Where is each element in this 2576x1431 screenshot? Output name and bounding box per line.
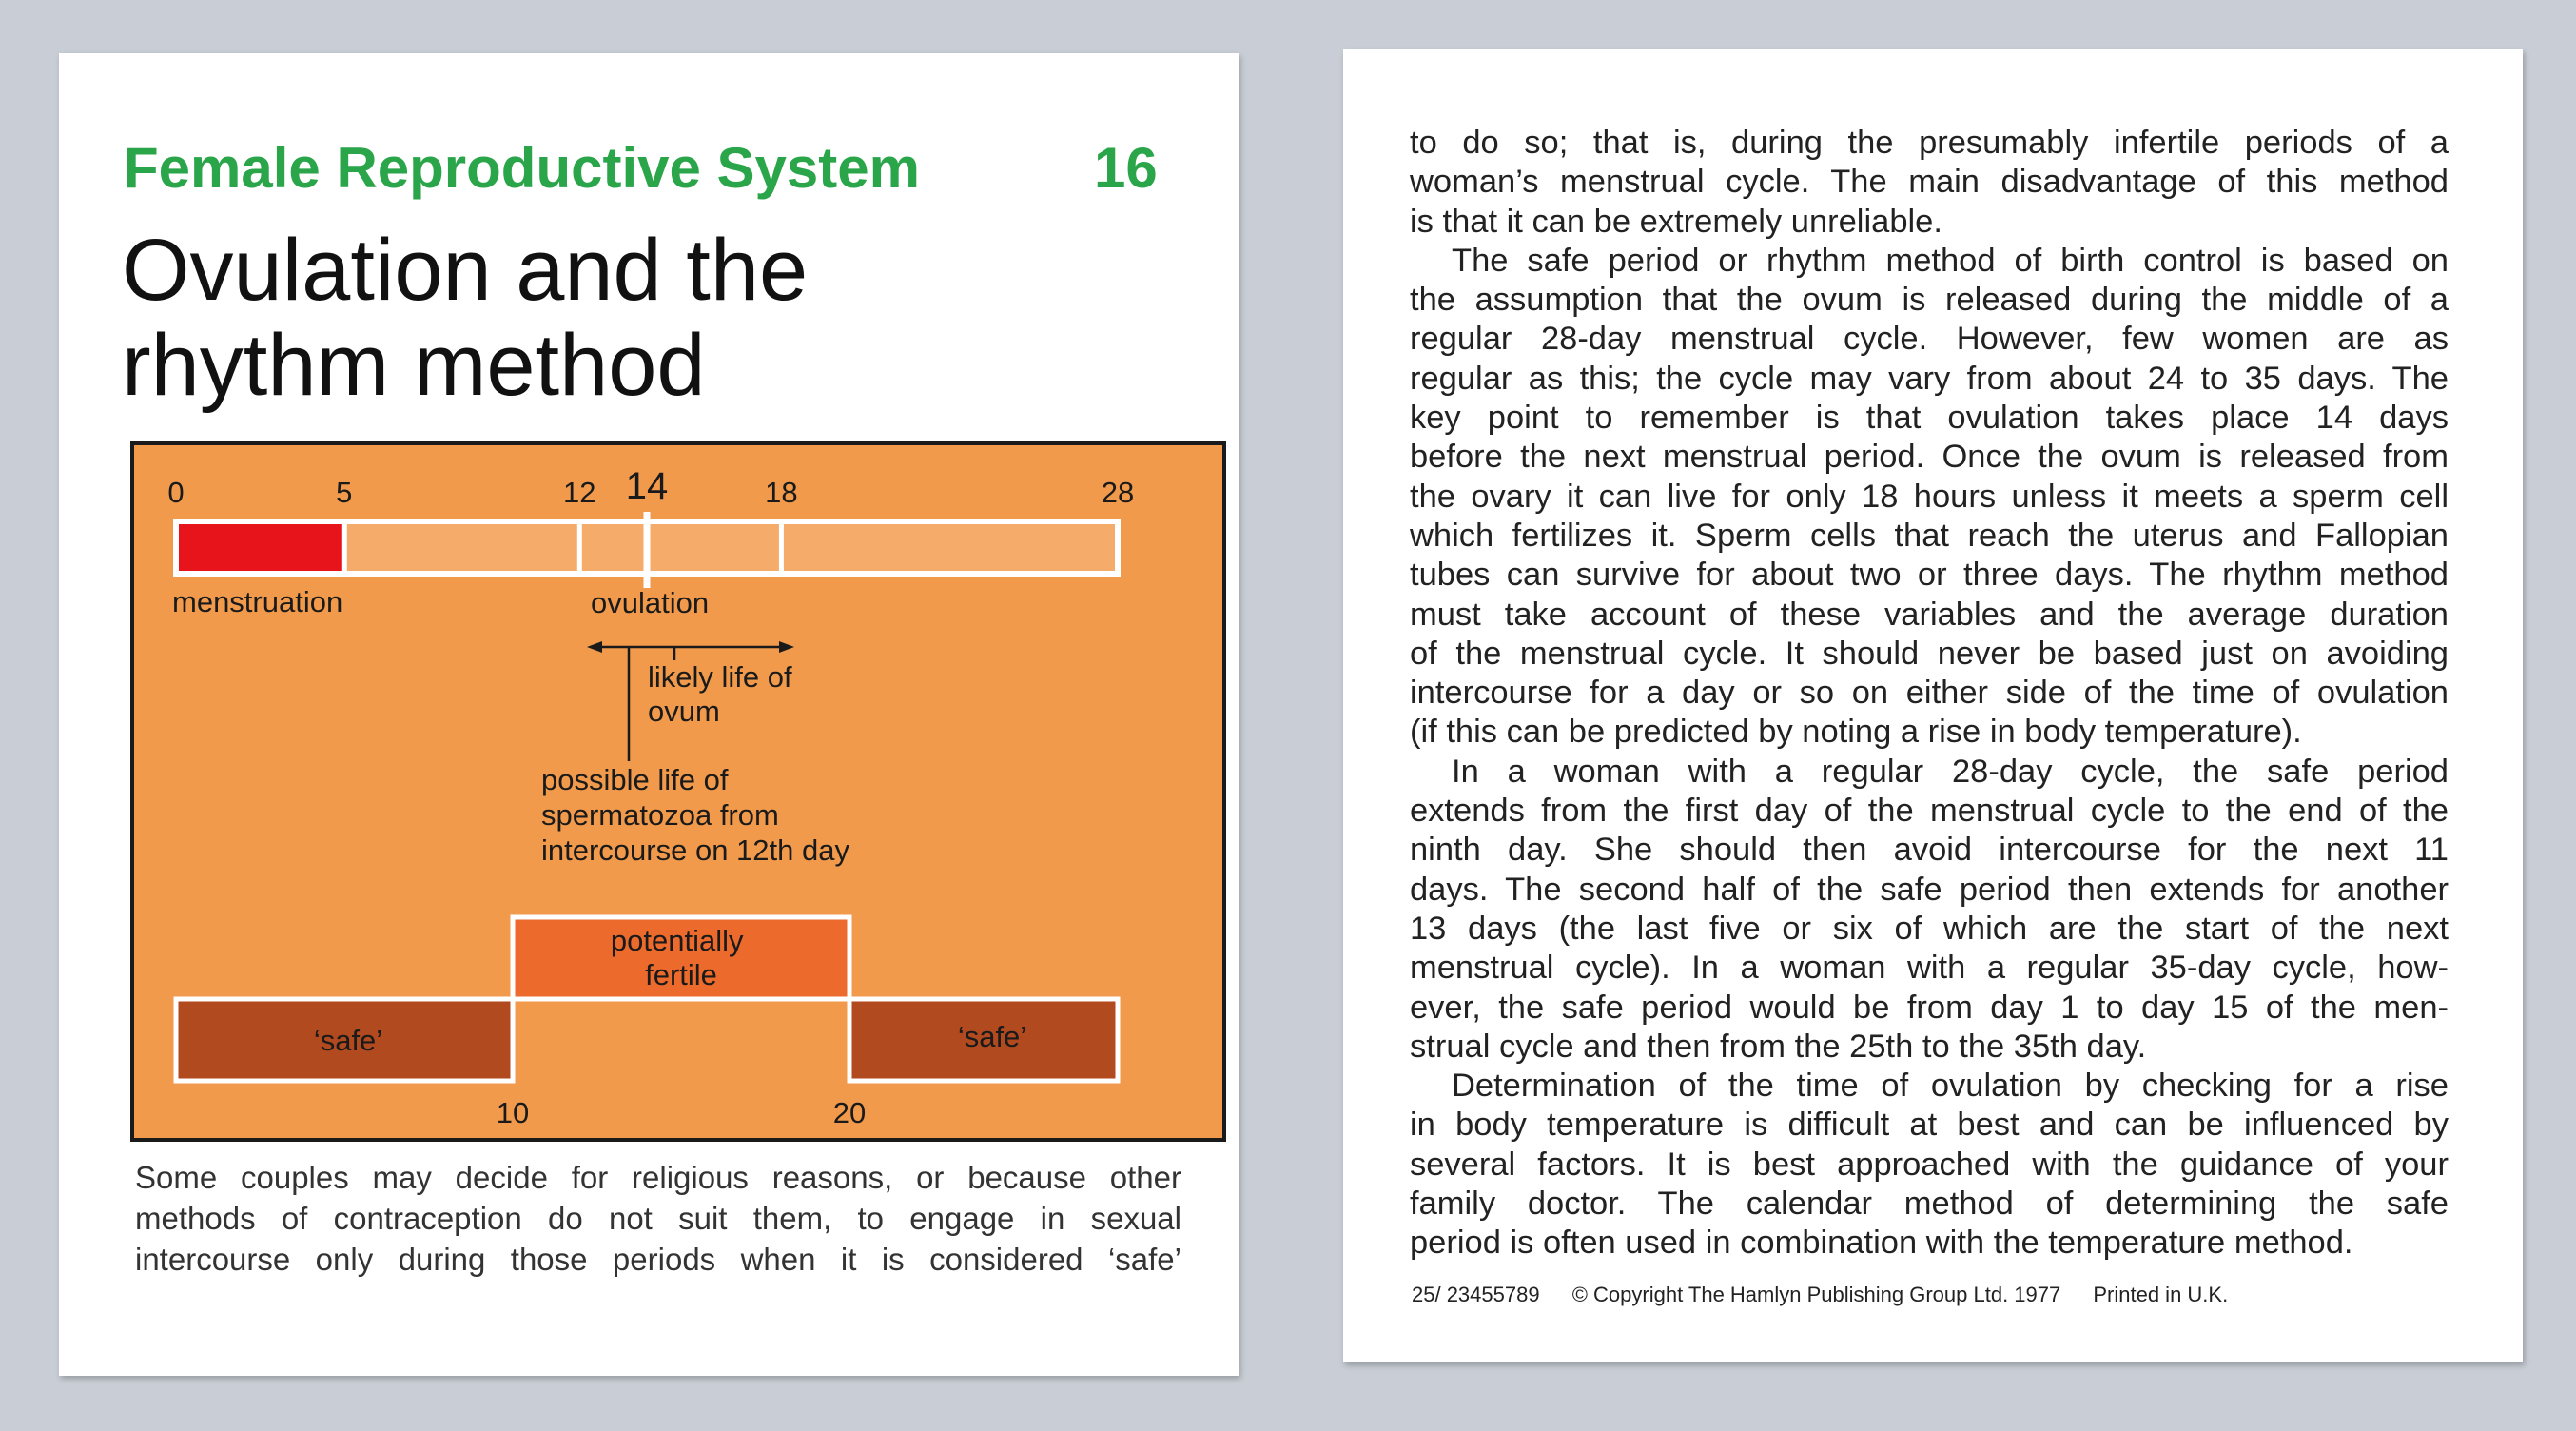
body-line: days. The second half of the safe period then extends for another <box>1410 871 2449 908</box>
body-line: to do so; that is, during the presumably infertile periods of a <box>1410 125 2449 161</box>
ovum-life-label: likely life of ovum <box>648 660 792 728</box>
body-line: 13 days (the last five or six of which are the start of the next <box>1410 910 2449 947</box>
back-card <box>1343 49 2523 1362</box>
caption <box>135 1157 1181 1280</box>
boundary-label-10: 10 <box>496 1096 530 1129</box>
card-number: 16 <box>1094 136 1158 200</box>
day-tick-label: 14 <box>625 465 669 507</box>
footer <box>1412 1283 2254 1307</box>
menstruation-label: menstruation <box>172 585 343 618</box>
safe-label-left: ‘safe’ <box>313 1024 383 1057</box>
body-line: the ovary it can live for only 18 hours unless it meets a sperm cell <box>1410 478 2449 515</box>
body-line: the assumption that the ovum is released during the middle of a <box>1410 282 2449 319</box>
boundary-label-20: 20 <box>832 1096 867 1129</box>
body-line: of the menstrual cycle. It should never be based just on avoiding <box>1410 635 2449 672</box>
body-line: period is often used in combination with the temperature method. <box>1410 1225 2353 1262</box>
footer-printed: Printed in U.K. <box>2093 1283 2229 1306</box>
body-line: intercourse for a day or so on either side of the time of ovulation <box>1410 675 2449 712</box>
body-line: regular 28-day menstrual cycle. However, few women are as <box>1410 321 2449 358</box>
body-line: regular as this; the cycle may vary from about 24 to 35 days. The <box>1410 360 2449 397</box>
caption-line: Some couples may decide for religious reasons, or because other <box>135 1160 1181 1195</box>
sperm-life-label: possible life of spermatozoa from intercourse on 12th day <box>541 763 849 867</box>
footer-copyright: © Copyright The Hamlyn Publishing Group Ltd. 1977 <box>1571 1283 2061 1306</box>
day-tick-label: 28 <box>1101 476 1135 509</box>
series-title: Female Reproductive System <box>124 136 920 200</box>
body-text <box>1410 124 2449 1264</box>
body-line: is that it can be extremely unreliable. <box>1410 203 1942 240</box>
body-line: tubes can survive for about two or three days. The rhythm method <box>1410 557 2449 594</box>
menstruation-bar <box>176 521 344 574</box>
body-line: which fertilizes it. Sperm cells that reach the uterus and Fallopian <box>1410 517 2449 554</box>
caption-line: methods of contraception do not suit them, to engage in sexual <box>135 1201 1181 1236</box>
day-tick-label: 5 <box>336 476 353 509</box>
card-title <box>122 223 808 413</box>
title-line: rhythm method <box>122 317 706 414</box>
caption-line: intercourse only during those periods when it is considered ‘safe’ <box>135 1242 1181 1277</box>
body-line: before the next menstrual period. Once the ovum is released from <box>1410 439 2449 476</box>
body-line: menstrual cycle). In a woman with a regular 35-day cycle, how- <box>1410 950 2449 987</box>
fertile-label: potentially fertile <box>610 924 744 991</box>
body-line: woman’s menstrual cycle. The main disadvantage of this method <box>1410 164 2449 201</box>
body-line: In a woman with a regular 28-day cycle, the safe period <box>1452 753 2449 790</box>
body-line: several factors. It is best approached with the guidance of your <box>1410 1146 2449 1183</box>
body-line: in body temperature is difficult at best and can be influenced by <box>1410 1107 2449 1144</box>
safe-label-right: ‘safe’ <box>957 1020 1027 1053</box>
day-tick-label: 12 <box>563 476 596 509</box>
body-line: strual cycle and then from the 25th to the 35th day. <box>1410 1028 2147 1065</box>
title-line: Ovulation and the <box>122 222 809 319</box>
body-line: key point to remember is that ovulation takes place 14 days <box>1410 400 2449 437</box>
day-tick-label: 18 <box>765 476 798 509</box>
ovulation-label: ovulation <box>591 586 710 619</box>
cycle-diagram <box>130 441 1226 1142</box>
body-line: family doctor. The calendar method of determining the safe <box>1410 1186 2449 1223</box>
footer-code: 25/ 23455789 <box>1412 1283 1540 1306</box>
body-line: Determination of the time of ovulation by checking for a rise <box>1452 1068 2449 1105</box>
front-card <box>59 53 1239 1376</box>
body-line: extends from the first day of the menstrual cycle to the end of the <box>1410 793 2449 830</box>
body-line: must take account of these variables and the average duration <box>1410 596 2449 633</box>
body-line: ninth day. She should then avoid intercourse for the next 11 <box>1410 832 2449 869</box>
body-line: ever, the safe period would be from day 1 to day 15 of the men- <box>1410 989 2449 1026</box>
day-tick-label: 0 <box>167 476 185 509</box>
body-line: (if this can be predicted by noting a rise in body temperature). <box>1410 714 2302 751</box>
body-line: The safe period or rhythm method of birth control is based on <box>1452 242 2449 279</box>
